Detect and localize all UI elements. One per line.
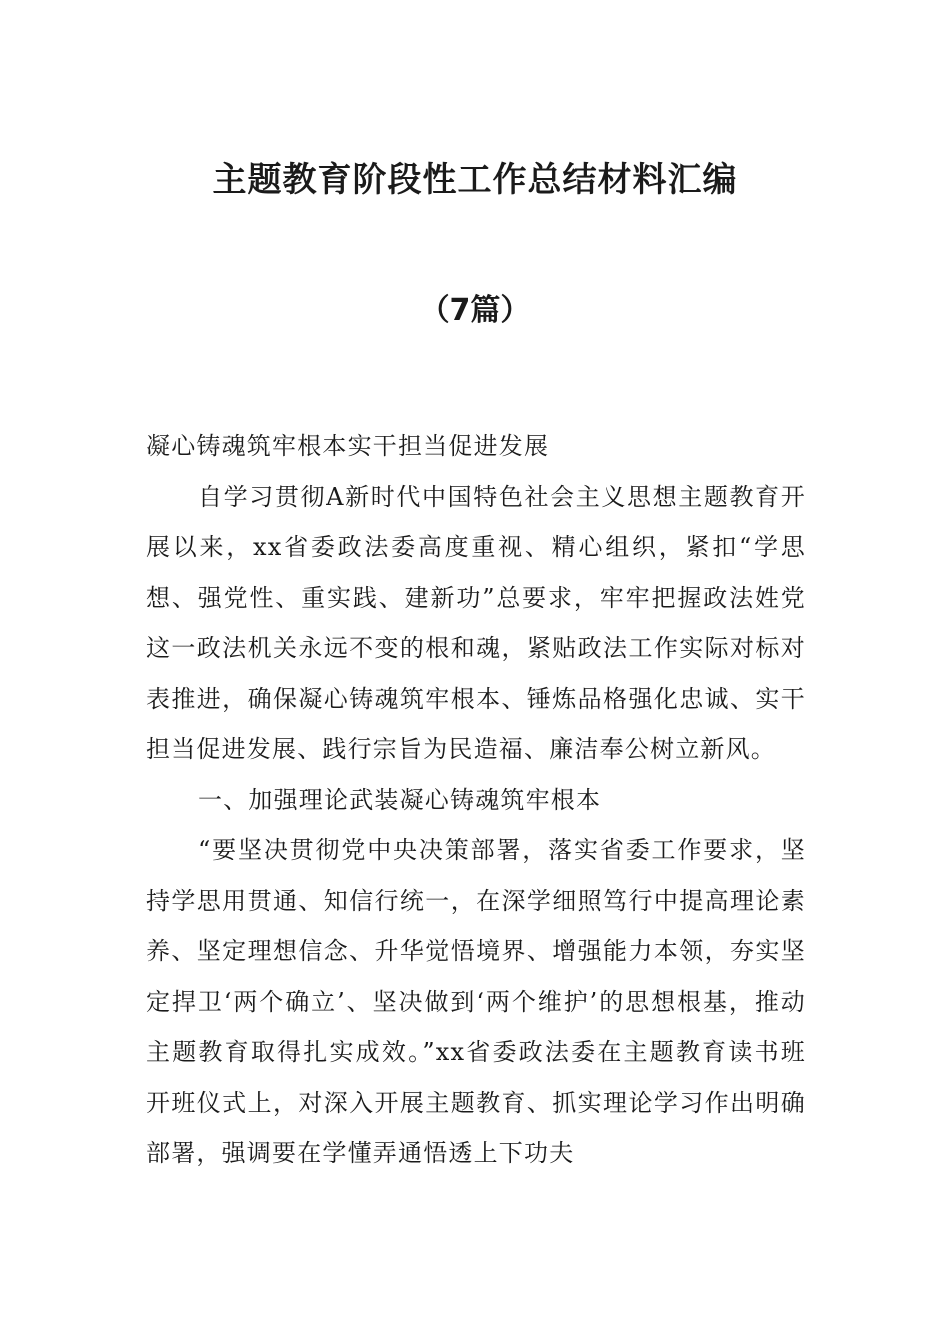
paragraph-intro: 自学习贯彻A新时代中国特色社会主义思想主题教育开展以来，xx省委政法委高度重视、精心组织，紧扣“学思想、强党性、重实践、建新功”总要求，牢牢把握政法姓党这一政法机关永远不变的根和魂，紧贴政法工作实际对标对表推进，确保凝心铸魂筑牢根本、锤炼品格强化忠诚、实干担当促进发展、践行宗旨为民造福、廉洁奉公树立新风。 <box>146 482 806 763</box>
document-subtitle: （7篇） <box>419 293 531 328</box>
paragraph-section-1: “要坚决贯彻党中央决策部署，落实省委工作要求，坚持学思用贯通、知信行统一，在深学细照笃行中提高理论素养、坚定理想信念、升华觉悟境界、增强能力本领，夯实坚定捍卫‘两个确立’、坚决做到‘两个维护’的思想根基，推动主题教育取得扎实成效。”xx省委政法委在主题教育读书班开班仪式上，对深入开展主题教育、抓实理论学习作出明确部署，强调要在学懂弄通悟透上下功夫 <box>146 836 806 1167</box>
document-body <box>146 421 806 1179</box>
document-title: 主题教育阶段性工作总结材料汇编 <box>212 160 738 200</box>
article-heading: 凝心铸魂筑牢根本实干担当促进发展 <box>146 432 550 460</box>
section-heading-1: 一、加强理论武装凝心铸魂筑牢根本 <box>198 785 602 814</box>
